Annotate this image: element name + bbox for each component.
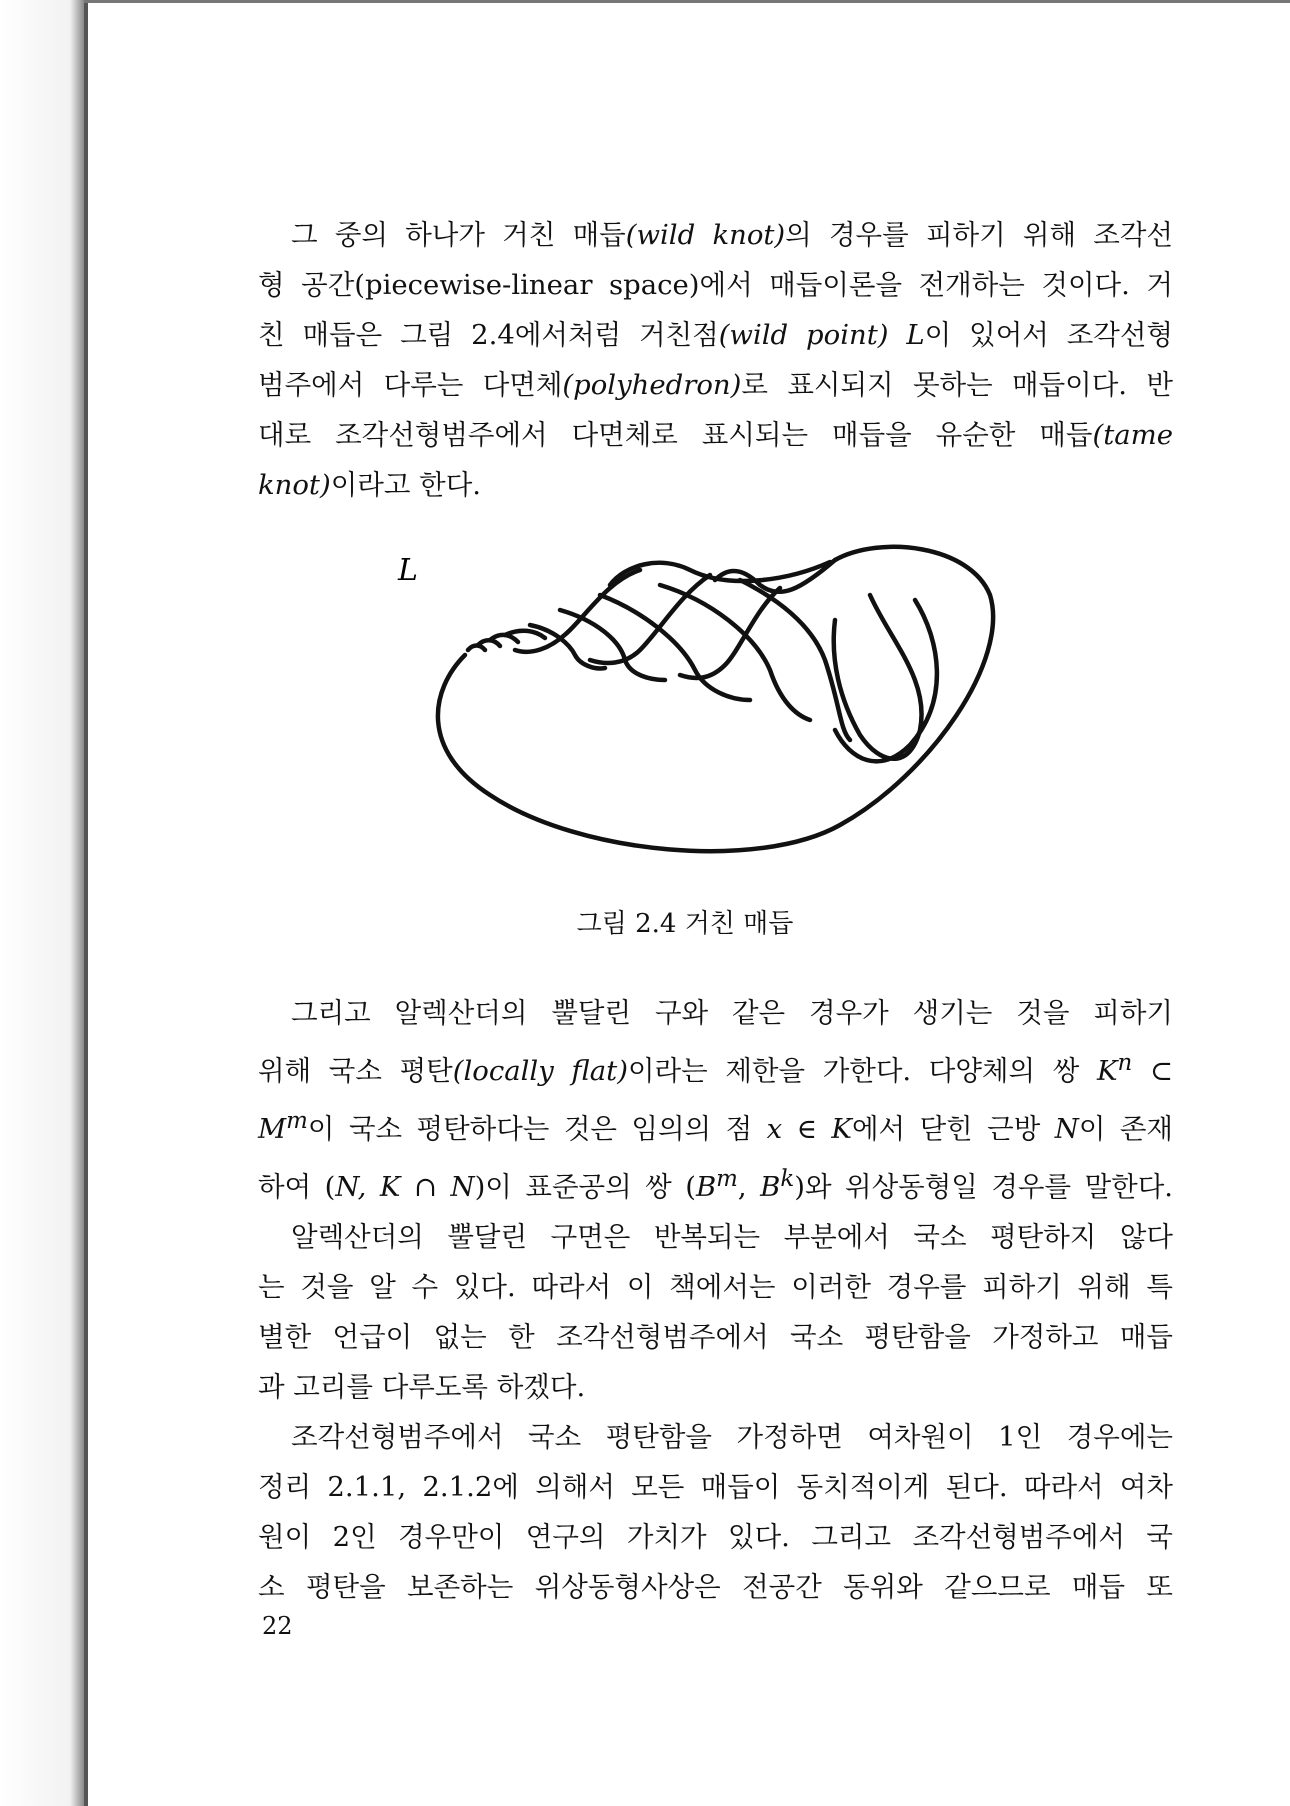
para1-line2: 형 공간(piecewise-linear space)에서 매듭이론을 전개하는 것이다. 거 [258,269,1173,301]
page-number: 22 [262,1612,293,1640]
wild-knot-figure [398,540,1010,880]
para2-line7: 별한 언급이 없는 한 조각선형범주에서 국소 평탄함을 가정하고 매듭 [258,1321,1173,1354]
wild-point-label: L [398,553,418,588]
para2-line10: 정리 2.1.1, 2.1.2에 의해서 모든 매듭이 동치적이게 된다. 따라서 여차 [258,1471,1173,1504]
para1-line4: 범주에서 다루는 다면체(polyhedron)로 표시되지 못하는 매듭이다. 반 [258,369,1173,401]
para2-line9: 조각선형범주에서 국소 평탄함을 가정하면 여차원이 1인 경우에는 [291,1421,1173,1454]
knot-outer-loop [438,547,993,851]
para1-line6: knot)이라고 한다. [258,469,482,501]
para2-line6: 는 것을 알 수 있다. 따라서 이 책에서는 이러한 경우를 피하기 위해 특 [258,1271,1173,1304]
para2-line3: $M^m$이 국소 평탄하다는 것은 임의의 점 x ∈ K에서 닫힌 근방 N이 존재 [258,1108,1173,1146]
figure-caption: 그림 2.4 거친 매듭 [576,909,794,939]
para2-line5: 알렉산더의 뿔달린 구면은 반복되는 부분에서 국소 평탄하지 않다 [291,1221,1173,1254]
para2-line2: 위해 국소 평탄(locally flat)이라는 제한을 가한다. 다양체의 쌍 $K^n$ ⊂ [258,1050,1174,1088]
para2-line11: 원이 2인 경우만이 연구의 가치가 있다. 그리고 조각선형범주에서 국 [258,1521,1173,1554]
knot-strand-16 [468,646,485,651]
knot-strand-2 [715,560,835,592]
paragraph-wild-knot [258,210,1173,510]
para2-line1: 그리고 알렉산더의 뿔달린 구와 같은 경우가 생기는 것을 피하기 [291,997,1173,1029]
para2-line4: 하여 (N, K ∩ N)이 표준공의 쌍 ($B^m$, $B^k$)와 위상동형일 경우를 말한다. [258,1166,1174,1204]
para1-line5: 대로 조각선형범주에서 다면체로 표시되는 매듭을 유순한 매듭(tame [258,419,1173,451]
knot-strand-10 [515,570,640,652]
para2-line12: 소 평탄을 보존하는 위상동형사상은 전공간 동위와 같으므로 매듭 또 [258,1571,1173,1604]
para2-line8: 과 고리를 다루도록 하겠다. [258,1371,586,1404]
paragraph-locally-flat [258,988,1173,1612]
para1-line3: 친 매듭은 그림 2.4에서처럼 거친점(wild point) L이 있어서 조각선형 [258,319,1173,351]
para1-line1: 그 중의 하나가 거친 매듭(wild knot)의 경우를 피하기 위해 조각선 [291,219,1173,251]
